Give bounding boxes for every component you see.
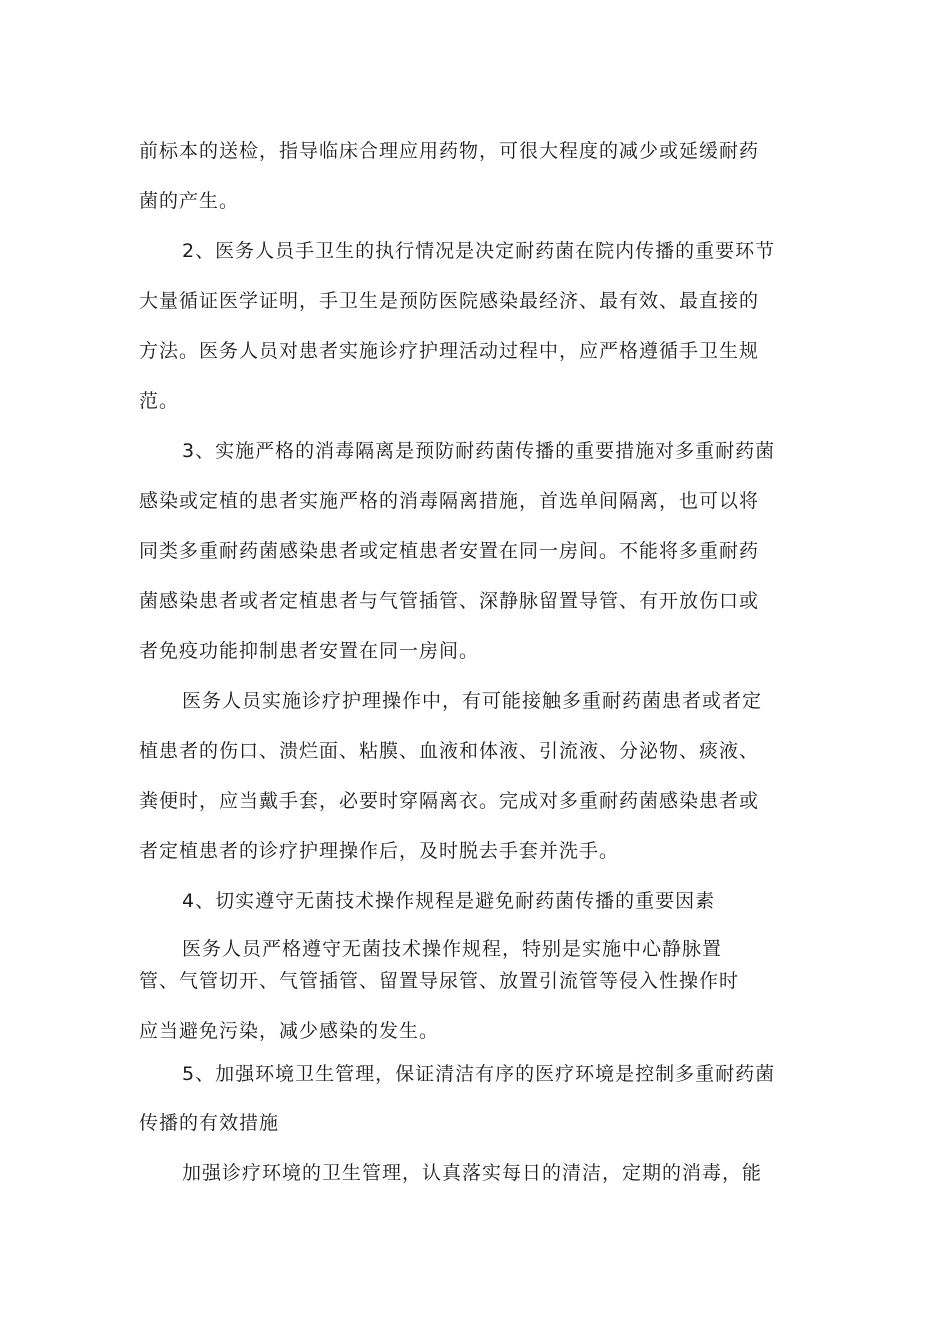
paragraph-line: 植患者的伤口、溃烂面、粘膜、血液和体液、引流液、分泌物、痰液、 (139, 740, 760, 762)
section-heading-5: 5、加强环境卫生管理，保证清洁有序的医疗环境是控制多重耐药菌 (182, 1063, 776, 1085)
paragraph-line: 方法。医务人员对患者实施诊疗护理活动过程中，应严格遵循手卫生规 (139, 340, 760, 362)
paragraph-line: 粪便时，应当戴手套，必要时穿隔离衣。完成对多重耐药菌感染患者或 (139, 790, 760, 812)
paragraph-line: 应当避免污染，减少感染的发生。 (139, 1020, 440, 1042)
paragraph-line: 传播的有效措施 (139, 1112, 280, 1134)
paragraph-line: 大量循证医学证明，手卫生是预防医院感染最经济、最有效、最直接的 (139, 290, 760, 312)
paragraph-line: 医务人员严格遵守无菌技术操作规程，特别是实施中心静脉置 (182, 938, 723, 960)
paragraph-line: 加强诊疗环境的卫生管理，认真落实每日的清洁，定期的消毒，能 (182, 1162, 763, 1184)
paragraph-line: 菌感染患者或者定植患者与气管插管、深静脉留置导管、有开放伤口或 (139, 590, 760, 612)
section-heading-4: 4、切实遵守无菌技术操作规程是避免耐药菌传播的重要因素 (182, 890, 716, 912)
section-heading-3: 3、实施严格的消毒隔离是预防耐药菌传播的重要措施对多重耐药菌 (182, 440, 776, 462)
paragraph-line: 菌的产生。 (139, 190, 240, 212)
paragraph-line: 者定植患者的诊疗护理操作后，及时脱去手套并洗手。 (139, 840, 620, 862)
paragraph-line: 同类多重耐药菌感染患者或定植患者安置在同一房间。不能将多重耐药 (139, 540, 760, 562)
paragraph-line: 感染或定植的患者实施严格的消毒隔离措施，首选单间隔离，也可以将 (139, 490, 760, 512)
paragraph-line: 医务人员实施诊疗护理操作中，有可能接触多重耐药菌患者或者定 (182, 690, 763, 712)
paragraph-line: 者免疫功能抑制患者安置在同一房间。 (139, 640, 480, 662)
paragraph-line: 范。 (139, 390, 180, 412)
section-heading-2: 2、医务人员手卫生的执行情况是决定耐药菌在院内传播的重要环节 (182, 240, 776, 262)
paragraph-line: 前标本的送检，指导临床合理应用药物，可很大程度的减少或延缓耐药 (139, 140, 760, 162)
paragraph-line: 管、气管切开、气管插管、留置导尿管、放置引流管等侵入性操作时 (139, 970, 740, 992)
